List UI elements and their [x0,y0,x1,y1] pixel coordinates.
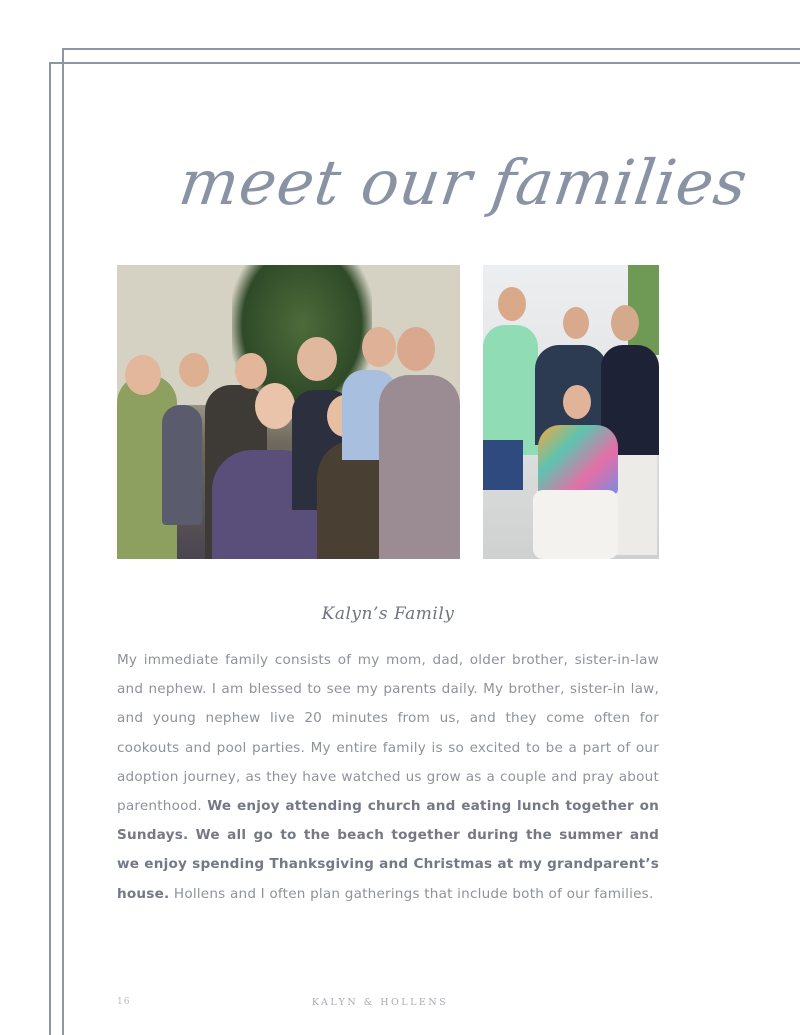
frame-line-left-outer [49,62,51,1035]
frame-line-top-inner [49,62,800,64]
page-title: meet our families [174,146,753,219]
page-number: 16 [117,997,131,1007]
family-photo-porch [483,265,659,559]
family-description [117,646,659,909]
footer-names: KALYN & HOLLENS [311,997,449,1008]
paragraph-text-2: Hollens and I often plan gatherings that include both of our families. [169,885,654,902]
frame-line-left-inner [62,48,64,1035]
paragraph-text-bold: We enjoy attending church and eating lunch together on Sundays. We all go to the beach together during the summer and we enjoy spending Thanksgiving and Christmas at my grandparent’s house. [117,798,659,902]
frame-line-top-outer [62,48,800,50]
family-photo-christmas [117,265,460,559]
paragraph-text-1: My immediate family consists of my mom, dad, older brother, sister-in-law and nephew. I am blessed to see my parents daily. My brother, sister-in law, and young nephew live 20 minutes from us, and they come often for cookouts and pool parties. My entire family is so excited to be a part of our adoption journey, as they have watched us grow as a couple and pray about parenthood. [117,652,659,815]
section-heading: Kalyn’s Family [321,604,455,624]
